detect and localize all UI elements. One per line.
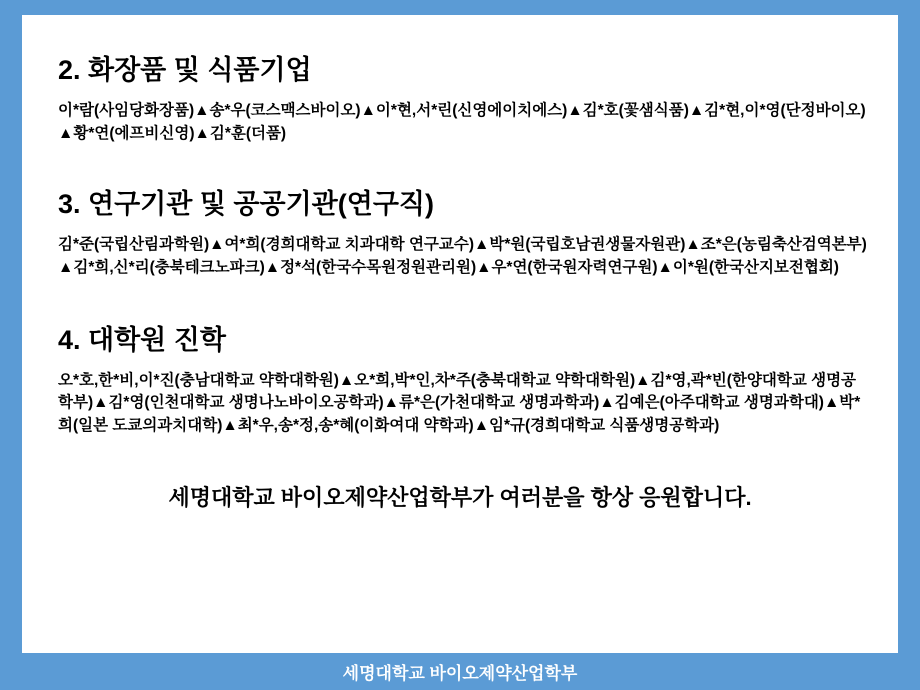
section-title: 2. 화장품 및 식품기업 [58,55,312,85]
closing-message: 세명대학교 바이오제약산업학부가 여러분을 항상 응원합니다. [168,485,752,511]
footer-bar [0,653,920,690]
section-title: 4. 대학원 진학 [58,324,226,355]
section-cosmetics-food [50,55,870,145]
content-card [22,15,898,653]
section-graduate-school [50,325,870,437]
section-title: 3. 연구기관 및 공공기관(연구직) [58,188,434,219]
section-body: 이*람(사임당화장품)▲송*우(코스맥스바이오)▲이*현,서*린(신영에이치에스)▲김*호(꽃샘식품)▲김*현,이*영(단정바이오)▲황*연(에프비신영)▲김*훈(더품) [58,102,866,142]
section-research-public [50,189,870,279]
section-body: 김*준(국립산림과학원)▲여*희(경희대학교 치과대학 연구교수)▲박*원(국립호남권생물자원관)▲조*은(농림축산검역본부)▲김*희,신*리(충북테크노파크)▲정*석(한국수목원정원관리원)▲우*연(한국원자력연구원)▲이*원(한국산지보전협회) [58,236,867,276]
footer-text: 세명대학교 바이오제약산업학부 [342,664,578,683]
section-body: 오*호,한*비,이*진(충남대학교 약학대학원)▲오*희,박*인,차*주(충북대학교 약학대학원)▲김*영,곽*빈(한양대학교 생명공학부)▲김*영(인천대학교 생명나노바이오공학과)▲류*은(가천대학교 생명과학과)▲김예은(아주대학교 생명과학대)▲박*희(일본 도쿄의과치대학)▲최*우,송*정,송*혜(이화여대 약학과)▲임*규(경희대학교 식품생명공학과) [58,372,861,434]
